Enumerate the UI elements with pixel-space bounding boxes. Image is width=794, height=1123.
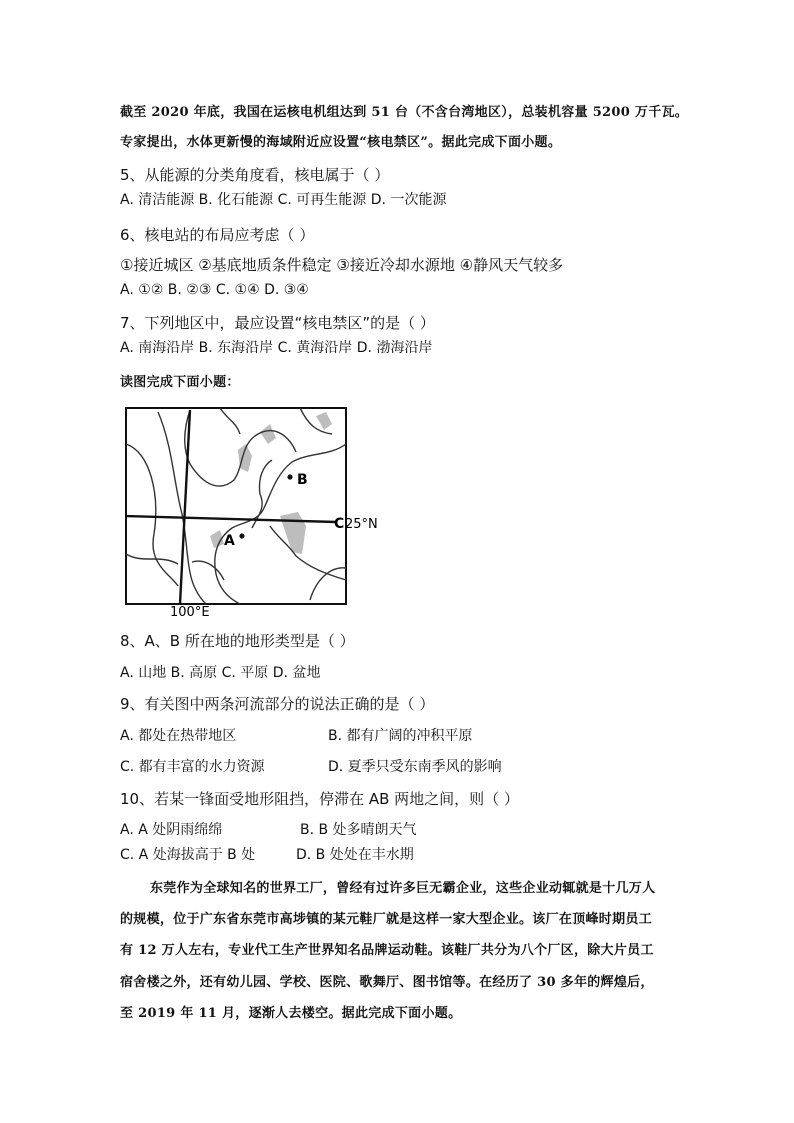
question-8-stem: 8、A、B 所在地的地形类型是（ ） (120, 632, 355, 650)
passage-line-5: 至 2019 年 11 月，逐渐人去楼空。据此完成下面小题。 (120, 1006, 462, 1021)
passage-line-3: 有 12 万人左右，专业代工生产世界知名品牌运动鞋。该鞋厂共分为八个厂区，除大片员工 (120, 943, 654, 958)
question-9-option-a: A. 都处在热带地区 (120, 728, 237, 744)
passage-line-1: 东莞作为全球知名的世界工厂，曾经有过许多巨无霸企业，这些企业动辄就是十几万人 (150, 881, 656, 896)
river-map (120, 404, 382, 620)
map-frame (126, 408, 346, 604)
question-7-stem: 7、下列地区中，最应设置“核电禁区”的是（ ） (120, 314, 435, 332)
point-b-marker (287, 474, 292, 479)
question-6-stem: 6、核电站的布局应考虑（ ） (120, 226, 315, 244)
question-10-stem: 10、若某一锋面受地形阻挡，停滞在 AB 两地之间，则（ ） (120, 790, 519, 808)
intro-line-1: 截至 2020 年底，我国在运核电机组达到 51 台（不含台湾地区），总装机容量 5200 万千瓦。 (120, 105, 689, 120)
question-10-option-b: B. B 处多晴朗天气 (300, 822, 417, 838)
question-9-stem: 9、有关图中两条河流部分的说法正确的是（ ） (120, 695, 435, 713)
label-c: C (334, 516, 345, 532)
question-7-options: A. 南海沿岸 B. 东海沿岸 C. 黄海沿岸 D. 渤海沿岸 (120, 340, 433, 356)
longitude-label: 100°E (170, 605, 210, 620)
river-lines (126, 408, 346, 604)
question-10-option-d: D. B 处处在丰水期 (296, 847, 414, 863)
point-a-marker (239, 533, 244, 538)
question-5-stem: 5、从能源的分类角度看，核电属于（ ） (120, 166, 390, 184)
question-5-options: A. 清洁能源 B. 化石能源 C. 可再生能源 D. 一次能源 (120, 192, 447, 208)
passage-line-2: 的规模，位于广东省东莞市高埗镇的某元鞋厂就是这样一家大型企业。该厂在顶峰时期员工 (120, 912, 653, 927)
map-intro: 读图完成下面小题： (120, 375, 240, 390)
latitude-line-25n (126, 516, 336, 522)
question-6-options: A. ①② B. ②③ C. ①④ D. ③④ (120, 282, 309, 298)
question-10-option-a: A. A 处阴雨绵绵 (120, 822, 223, 838)
latitude-label: 25°N (345, 517, 378, 532)
question-9-option-c: C. 都有丰富的水力资源 (120, 759, 265, 775)
question-10-option-c: C. A 处海拔高于 B 处 (120, 847, 256, 863)
label-a: A (224, 533, 235, 549)
question-9-option-b: B. 都有广阔的冲积平原 (328, 728, 473, 744)
question-6-factors: ①接近城区 ②基底地质条件稳定 ③接近冷却水源地 ④静风天气较多 (120, 256, 564, 274)
intro-line-2: 专家提出，水体更新慢的海域附近应设置“核电禁区”。据此完成下面小题。 (120, 135, 562, 150)
question-8-options: A. 山地 B. 高原 C. 平原 D. 盆地 (120, 665, 321, 681)
passage-line-4: 宿舍楼之外，还有幼儿园、学校、医院、歌舞厅、图书馆等。在经历了 30 多年的辉煌后， (120, 975, 654, 990)
question-9-option-d: D. 夏季只受东南季风的影响 (328, 759, 502, 775)
river-map-figure (120, 404, 382, 620)
label-b: B (297, 472, 308, 488)
